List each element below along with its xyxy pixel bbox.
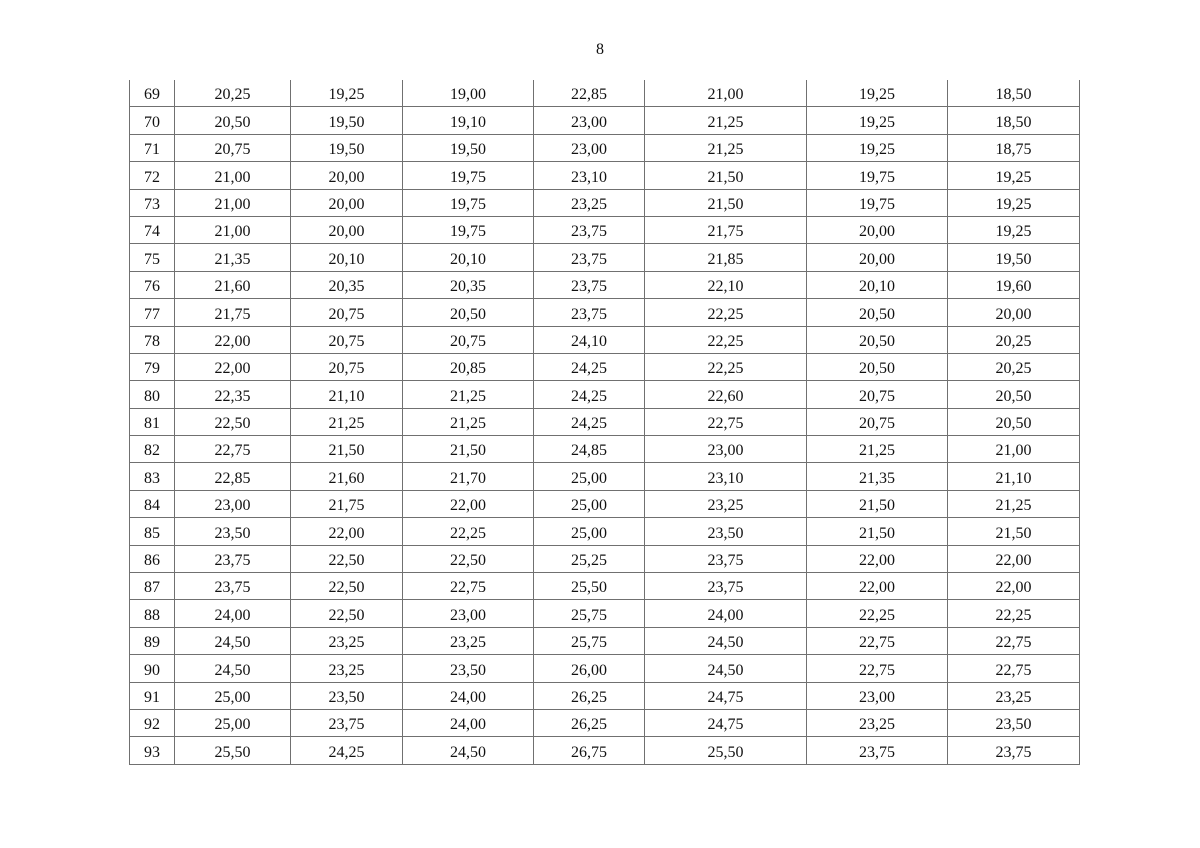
table-cell-col-4: 23,00 — [534, 134, 645, 161]
table-cell-col-6: 23,00 — [807, 682, 948, 709]
table-cell-col-6: 21,50 — [807, 518, 948, 545]
table-cell-col-7: 22,00 — [948, 573, 1080, 600]
table-row — [130, 545, 1080, 572]
table-cell-col-6: 20,10 — [807, 271, 948, 298]
table-cell-col-2: 21,60 — [291, 463, 403, 490]
table-cell-col-2: 23,25 — [291, 627, 403, 654]
row-number-cell: 76 — [130, 271, 175, 298]
table-cell-col-1: 20,75 — [175, 134, 291, 161]
table-cell-col-4: 23,75 — [534, 244, 645, 271]
row-number-cell: 78 — [130, 326, 175, 353]
table-cell-col-5: 21,25 — [645, 134, 807, 161]
table-cell-col-7: 23,25 — [948, 682, 1080, 709]
table-cell-col-2: 22,50 — [291, 600, 403, 627]
table-cell-col-6: 22,00 — [807, 573, 948, 600]
table-cell-col-7: 18,75 — [948, 134, 1080, 161]
table-cell-col-6: 23,25 — [807, 709, 948, 736]
table-cell-col-7: 22,75 — [948, 655, 1080, 682]
table-cell-col-1: 21,00 — [175, 216, 291, 243]
table-row — [130, 271, 1080, 298]
table-cell-col-5: 23,50 — [645, 518, 807, 545]
table-cell-col-2: 21,50 — [291, 436, 403, 463]
table-row — [130, 162, 1080, 189]
table-row — [130, 189, 1080, 216]
table-cell-col-1: 22,75 — [175, 436, 291, 463]
table-cell-col-6: 20,50 — [807, 326, 948, 353]
table-cell-col-6: 20,50 — [807, 353, 948, 380]
table-cell-col-5: 21,85 — [645, 244, 807, 271]
table-cell-col-3: 22,00 — [403, 490, 534, 517]
table-cell-col-4: 26,25 — [534, 709, 645, 736]
table-cell-col-1: 22,00 — [175, 326, 291, 353]
table-row — [130, 737, 1080, 764]
table-cell-col-5: 21,50 — [645, 162, 807, 189]
table-row — [130, 299, 1080, 326]
table-cell-col-4: 23,10 — [534, 162, 645, 189]
table-cell-col-1: 24,50 — [175, 655, 291, 682]
table-cell-col-2: 22,00 — [291, 518, 403, 545]
table-cell-col-3: 20,10 — [403, 244, 534, 271]
table-cell-col-6: 21,25 — [807, 436, 948, 463]
table-cell-col-5: 23,75 — [645, 545, 807, 572]
table-cell-col-6: 20,00 — [807, 216, 948, 243]
table-cell-col-1: 24,50 — [175, 627, 291, 654]
table-cell-col-4: 25,25 — [534, 545, 645, 572]
row-number-cell: 92 — [130, 709, 175, 736]
table-cell-col-7: 19,25 — [948, 189, 1080, 216]
table-cell-col-7: 23,75 — [948, 737, 1080, 764]
row-number-cell: 86 — [130, 545, 175, 572]
table-cell-col-1: 25,50 — [175, 737, 291, 764]
table-cell-col-4: 23,25 — [534, 189, 645, 216]
table-cell-col-4: 25,00 — [534, 490, 645, 517]
row-number-cell: 80 — [130, 381, 175, 408]
table-row — [130, 436, 1080, 463]
table-cell-col-2: 20,75 — [291, 353, 403, 380]
table-cell-col-7: 21,25 — [948, 490, 1080, 517]
table-cell-col-7: 20,50 — [948, 408, 1080, 435]
table-cell-col-3: 22,50 — [403, 545, 534, 572]
table-cell-col-6: 22,00 — [807, 545, 948, 572]
table-cell-col-2: 22,50 — [291, 545, 403, 572]
table-cell-col-5: 21,25 — [645, 107, 807, 134]
row-number-cell: 71 — [130, 134, 175, 161]
table-cell-col-5: 23,00 — [645, 436, 807, 463]
table-cell-col-4: 25,75 — [534, 600, 645, 627]
table-cell-col-1: 23,50 — [175, 518, 291, 545]
table-cell-col-4: 26,00 — [534, 655, 645, 682]
row-number-cell: 87 — [130, 573, 175, 600]
table-cell-col-1: 20,25 — [175, 80, 291, 107]
table-cell-col-1: 22,00 — [175, 353, 291, 380]
table-cell-col-1: 22,50 — [175, 408, 291, 435]
table-cell-col-5: 21,75 — [645, 216, 807, 243]
table-cell-col-1: 20,50 — [175, 107, 291, 134]
table-cell-col-1: 25,00 — [175, 682, 291, 709]
row-number-cell: 69 — [130, 80, 175, 107]
table-cell-col-5: 22,25 — [645, 353, 807, 380]
table-cell-col-4: 25,00 — [534, 518, 645, 545]
table-cell-col-2: 19,25 — [291, 80, 403, 107]
row-number-cell: 81 — [130, 408, 175, 435]
table-cell-col-3: 19,00 — [403, 80, 534, 107]
table-cell-col-5: 23,75 — [645, 573, 807, 600]
table-row — [130, 381, 1080, 408]
row-number-cell: 73 — [130, 189, 175, 216]
row-number-cell: 70 — [130, 107, 175, 134]
table-cell-col-1: 21,00 — [175, 189, 291, 216]
table-cell-col-2: 20,00 — [291, 162, 403, 189]
table-cell-col-1: 22,85 — [175, 463, 291, 490]
table-row — [130, 107, 1080, 134]
table-row — [130, 518, 1080, 545]
table-cell-col-2: 21,10 — [291, 381, 403, 408]
table-cell-col-5: 23,25 — [645, 490, 807, 517]
table-cell-col-3: 19,50 — [403, 134, 534, 161]
table-cell-col-5: 22,75 — [645, 408, 807, 435]
table-cell-col-6: 19,25 — [807, 80, 948, 107]
table-cell-col-3: 21,25 — [403, 408, 534, 435]
table-cell-col-2: 20,75 — [291, 299, 403, 326]
table-row — [130, 134, 1080, 161]
row-number-cell: 74 — [130, 216, 175, 243]
table-cell-col-6: 22,25 — [807, 600, 948, 627]
table-cell-col-2: 21,75 — [291, 490, 403, 517]
table-cell-col-7: 18,50 — [948, 80, 1080, 107]
table-cell-col-4: 23,75 — [534, 299, 645, 326]
table-row — [130, 408, 1080, 435]
table-row — [130, 682, 1080, 709]
table-cell-col-7: 19,50 — [948, 244, 1080, 271]
table-row — [130, 80, 1080, 107]
table-cell-col-2: 23,50 — [291, 682, 403, 709]
table-cell-col-7: 20,00 — [948, 299, 1080, 326]
table-cell-col-3: 20,85 — [403, 353, 534, 380]
table-cell-col-3: 19,75 — [403, 189, 534, 216]
table-cell-col-4: 26,75 — [534, 737, 645, 764]
table-cell-col-5: 22,60 — [645, 381, 807, 408]
table-cell-col-6: 19,75 — [807, 189, 948, 216]
table-cell-col-1: 21,00 — [175, 162, 291, 189]
table-cell-col-3: 22,75 — [403, 573, 534, 600]
table-cell-col-4: 24,25 — [534, 408, 645, 435]
table-row — [130, 244, 1080, 271]
table-cell-col-5: 21,00 — [645, 80, 807, 107]
table-cell-col-6: 21,35 — [807, 463, 948, 490]
table-row — [130, 490, 1080, 517]
table-cell-col-2: 20,35 — [291, 271, 403, 298]
table-cell-col-4: 26,25 — [534, 682, 645, 709]
table-cell-col-3: 21,70 — [403, 463, 534, 490]
table-cell-col-7: 21,50 — [948, 518, 1080, 545]
table-cell-col-5: 25,50 — [645, 737, 807, 764]
table-cell-col-7: 22,25 — [948, 600, 1080, 627]
table-cell-col-1: 21,60 — [175, 271, 291, 298]
table-cell-col-6: 20,00 — [807, 244, 948, 271]
table-cell-col-5: 22,10 — [645, 271, 807, 298]
row-number-cell: 88 — [130, 600, 175, 627]
table-cell-col-4: 23,75 — [534, 271, 645, 298]
table-cell-col-3: 23,50 — [403, 655, 534, 682]
table-cell-col-7: 23,50 — [948, 709, 1080, 736]
table-cell-col-7: 21,00 — [948, 436, 1080, 463]
table-cell-col-4: 24,10 — [534, 326, 645, 353]
table-cell-col-5: 24,50 — [645, 627, 807, 654]
table-cell-col-4: 24,25 — [534, 381, 645, 408]
row-number-cell: 84 — [130, 490, 175, 517]
table-cell-col-2: 20,10 — [291, 244, 403, 271]
table-cell-col-3: 24,00 — [403, 709, 534, 736]
table-cell-col-1: 23,00 — [175, 490, 291, 517]
table-cell-col-6: 22,75 — [807, 655, 948, 682]
table-cell-col-2: 19,50 — [291, 107, 403, 134]
table-row — [130, 573, 1080, 600]
row-number-cell: 82 — [130, 436, 175, 463]
table-cell-col-2: 20,75 — [291, 326, 403, 353]
table-cell-col-7: 22,00 — [948, 545, 1080, 572]
table-cell-col-5: 21,50 — [645, 189, 807, 216]
table-cell-col-1: 21,35 — [175, 244, 291, 271]
table-cell-col-1: 21,75 — [175, 299, 291, 326]
table-cell-col-4: 24,25 — [534, 353, 645, 380]
table-cell-col-2: 20,00 — [291, 216, 403, 243]
table-cell-col-5: 24,75 — [645, 709, 807, 736]
table-cell-col-2: 19,50 — [291, 134, 403, 161]
table-cell-col-5: 24,00 — [645, 600, 807, 627]
table-cell-col-7: 22,75 — [948, 627, 1080, 654]
table-cell-col-6: 19,75 — [807, 162, 948, 189]
table-cell-col-6: 19,25 — [807, 134, 948, 161]
table-cell-col-1: 23,75 — [175, 573, 291, 600]
table-row — [130, 216, 1080, 243]
table-cell-col-6: 20,50 — [807, 299, 948, 326]
table-cell-col-6: 23,75 — [807, 737, 948, 764]
table-cell-col-7: 20,25 — [948, 353, 1080, 380]
table-cell-col-4: 24,85 — [534, 436, 645, 463]
row-number-cell: 83 — [130, 463, 175, 490]
page-number: 8 — [596, 41, 604, 58]
row-number-cell: 79 — [130, 353, 175, 380]
table-cell-col-7: 21,10 — [948, 463, 1080, 490]
table-cell-col-5: 22,25 — [645, 326, 807, 353]
table-cell-col-5: 23,10 — [645, 463, 807, 490]
table-row — [130, 655, 1080, 682]
row-number-cell: 85 — [130, 518, 175, 545]
table-cell-col-7: 20,50 — [948, 381, 1080, 408]
table-cell-col-5: 24,50 — [645, 655, 807, 682]
table-cell-col-6: 21,50 — [807, 490, 948, 517]
table-cell-col-2: 24,25 — [291, 737, 403, 764]
table-cell-col-2: 20,00 — [291, 189, 403, 216]
row-number-cell: 90 — [130, 655, 175, 682]
table-cell-col-5: 22,25 — [645, 299, 807, 326]
table-cell-col-4: 25,75 — [534, 627, 645, 654]
table-cell-col-3: 20,50 — [403, 299, 534, 326]
table-cell-col-2: 23,25 — [291, 655, 403, 682]
table-cell-col-3: 23,00 — [403, 600, 534, 627]
table-body — [130, 80, 1080, 764]
table-row — [130, 326, 1080, 353]
table-cell-col-3: 20,35 — [403, 271, 534, 298]
table-row — [130, 463, 1080, 490]
table-cell-col-1: 22,35 — [175, 381, 291, 408]
table-cell-col-6: 20,75 — [807, 381, 948, 408]
table-cell-col-6: 20,75 — [807, 408, 948, 435]
table-cell-col-7: 20,25 — [948, 326, 1080, 353]
table-row — [130, 600, 1080, 627]
table-cell-col-4: 25,00 — [534, 463, 645, 490]
table-row — [130, 353, 1080, 380]
table-cell-col-3: 20,75 — [403, 326, 534, 353]
table-cell-col-1: 25,00 — [175, 709, 291, 736]
row-number-cell: 91 — [130, 682, 175, 709]
row-number-cell: 89 — [130, 627, 175, 654]
table-cell-col-1: 23,75 — [175, 545, 291, 572]
table-cell-col-3: 22,25 — [403, 518, 534, 545]
table-cell-col-2: 23,75 — [291, 709, 403, 736]
table-cell-col-3: 19,75 — [403, 162, 534, 189]
table-cell-col-6: 19,25 — [807, 107, 948, 134]
data-table — [129, 80, 1080, 765]
table-cell-col-7: 19,25 — [948, 162, 1080, 189]
row-number-cell: 77 — [130, 299, 175, 326]
table-cell-col-3: 23,25 — [403, 627, 534, 654]
table-cell-col-6: 22,75 — [807, 627, 948, 654]
table-cell-col-4: 25,50 — [534, 573, 645, 600]
table-cell-col-1: 24,00 — [175, 600, 291, 627]
table-cell-col-3: 19,10 — [403, 107, 534, 134]
table-cell-col-5: 24,75 — [645, 682, 807, 709]
row-number-cell: 93 — [130, 737, 175, 764]
table-cell-col-2: 22,50 — [291, 573, 403, 600]
table-cell-col-3: 24,00 — [403, 682, 534, 709]
table-cell-col-2: 21,25 — [291, 408, 403, 435]
table-cell-col-3: 19,75 — [403, 216, 534, 243]
table-cell-col-3: 21,50 — [403, 436, 534, 463]
row-number-cell: 72 — [130, 162, 175, 189]
table-row — [130, 627, 1080, 654]
table-cell-col-4: 23,00 — [534, 107, 645, 134]
table-row — [130, 709, 1080, 736]
table-cell-col-4: 22,85 — [534, 80, 645, 107]
row-number-cell: 75 — [130, 244, 175, 271]
table-cell-col-3: 21,25 — [403, 381, 534, 408]
table-cell-col-7: 18,50 — [948, 107, 1080, 134]
table-cell-col-4: 23,75 — [534, 216, 645, 243]
table-cell-col-7: 19,25 — [948, 216, 1080, 243]
table-cell-col-7: 19,60 — [948, 271, 1080, 298]
table-cell-col-3: 24,50 — [403, 737, 534, 764]
